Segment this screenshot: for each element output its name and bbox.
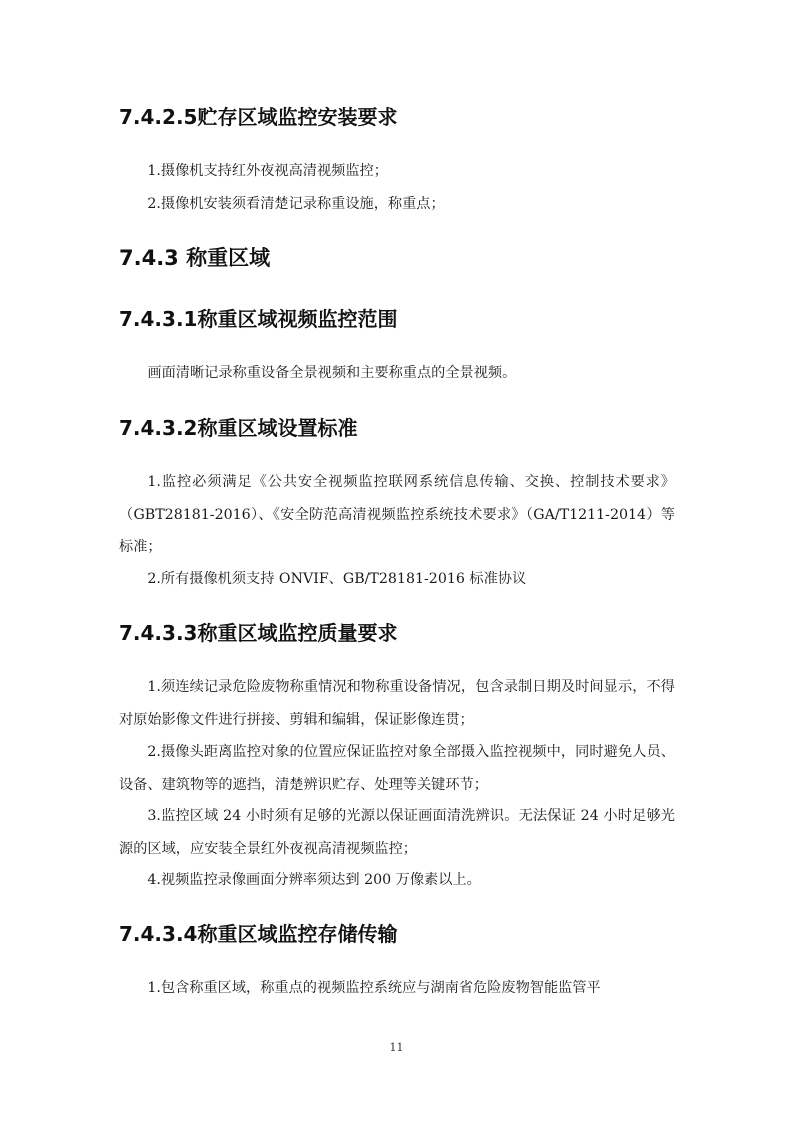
section-heading-7-4-2-5: 7.4.2.5贮存区域监控安装要求 <box>119 105 398 129</box>
section-heading-7-4-3-1: 7.4.3.1称重区域视频监控范围 <box>119 307 398 331</box>
paragraph: 2.所有摄像机须支持 ONVIF、GB/T28181-2016 标准协议 <box>147 571 527 587</box>
section-heading-7-4-3: 7.4.3 称重区域 <box>119 246 271 270</box>
paragraph: 1.须连续记录危险废物称重情况和物称重设备情况，包含录制日期及时间显示，不得对原始影像文件进行拼接、剪辑和编辑，保证影像连贯； <box>119 679 675 728</box>
section-heading-7-4-3-3: 7.4.3.3称重区域监控质量要求 <box>119 621 398 645</box>
paragraph: 画面清晰记录称重设备全景视频和主要称重点的全景视频。 <box>147 365 517 381</box>
paragraph: 1.监控必须满足《公共安全视频监控联网系统信息传输、交换、控制技术要求》（GBT28181-2016）、《安全防范高清视频监控系统技术要求》（GA/T1211-2014）等标准； <box>119 474 675 555</box>
paragraph: 3.监控区域 24 小时须有足够的光源以保证画面清洗辨识。无法保证 24 小时足够光源的区域，应安装全景红外夜视高清视频监控； <box>119 808 675 857</box>
paragraph: 2.摄像头距离监控对象的位置应保证监控对象全部摄入监控视频中，同时避免人员、设备、建筑物等的遮挡，清楚辨识贮存、处理等关键环节； <box>119 744 675 793</box>
section-heading-7-4-3-4: 7.4.3.4称重区域监控存储传输 <box>119 922 398 946</box>
paragraph: 2.摄像机安装须看清楚记录称重设施，称重点； <box>147 196 445 212</box>
paragraph: 4.视频监控录像画面分辨率须达到 200 万像素以上。 <box>147 872 481 888</box>
paragraph: 1.包含称重区域，称重点的视频监控系统应与湖南省危险废物智能监管平 <box>147 980 601 996</box>
section-heading-7-4-3-2: 7.4.3.2称重区域设置标准 <box>119 416 358 440</box>
paragraph: 1.摄像机支持红外夜视高清视频监控； <box>147 163 388 179</box>
page-number: 11 <box>389 1041 404 1054</box>
